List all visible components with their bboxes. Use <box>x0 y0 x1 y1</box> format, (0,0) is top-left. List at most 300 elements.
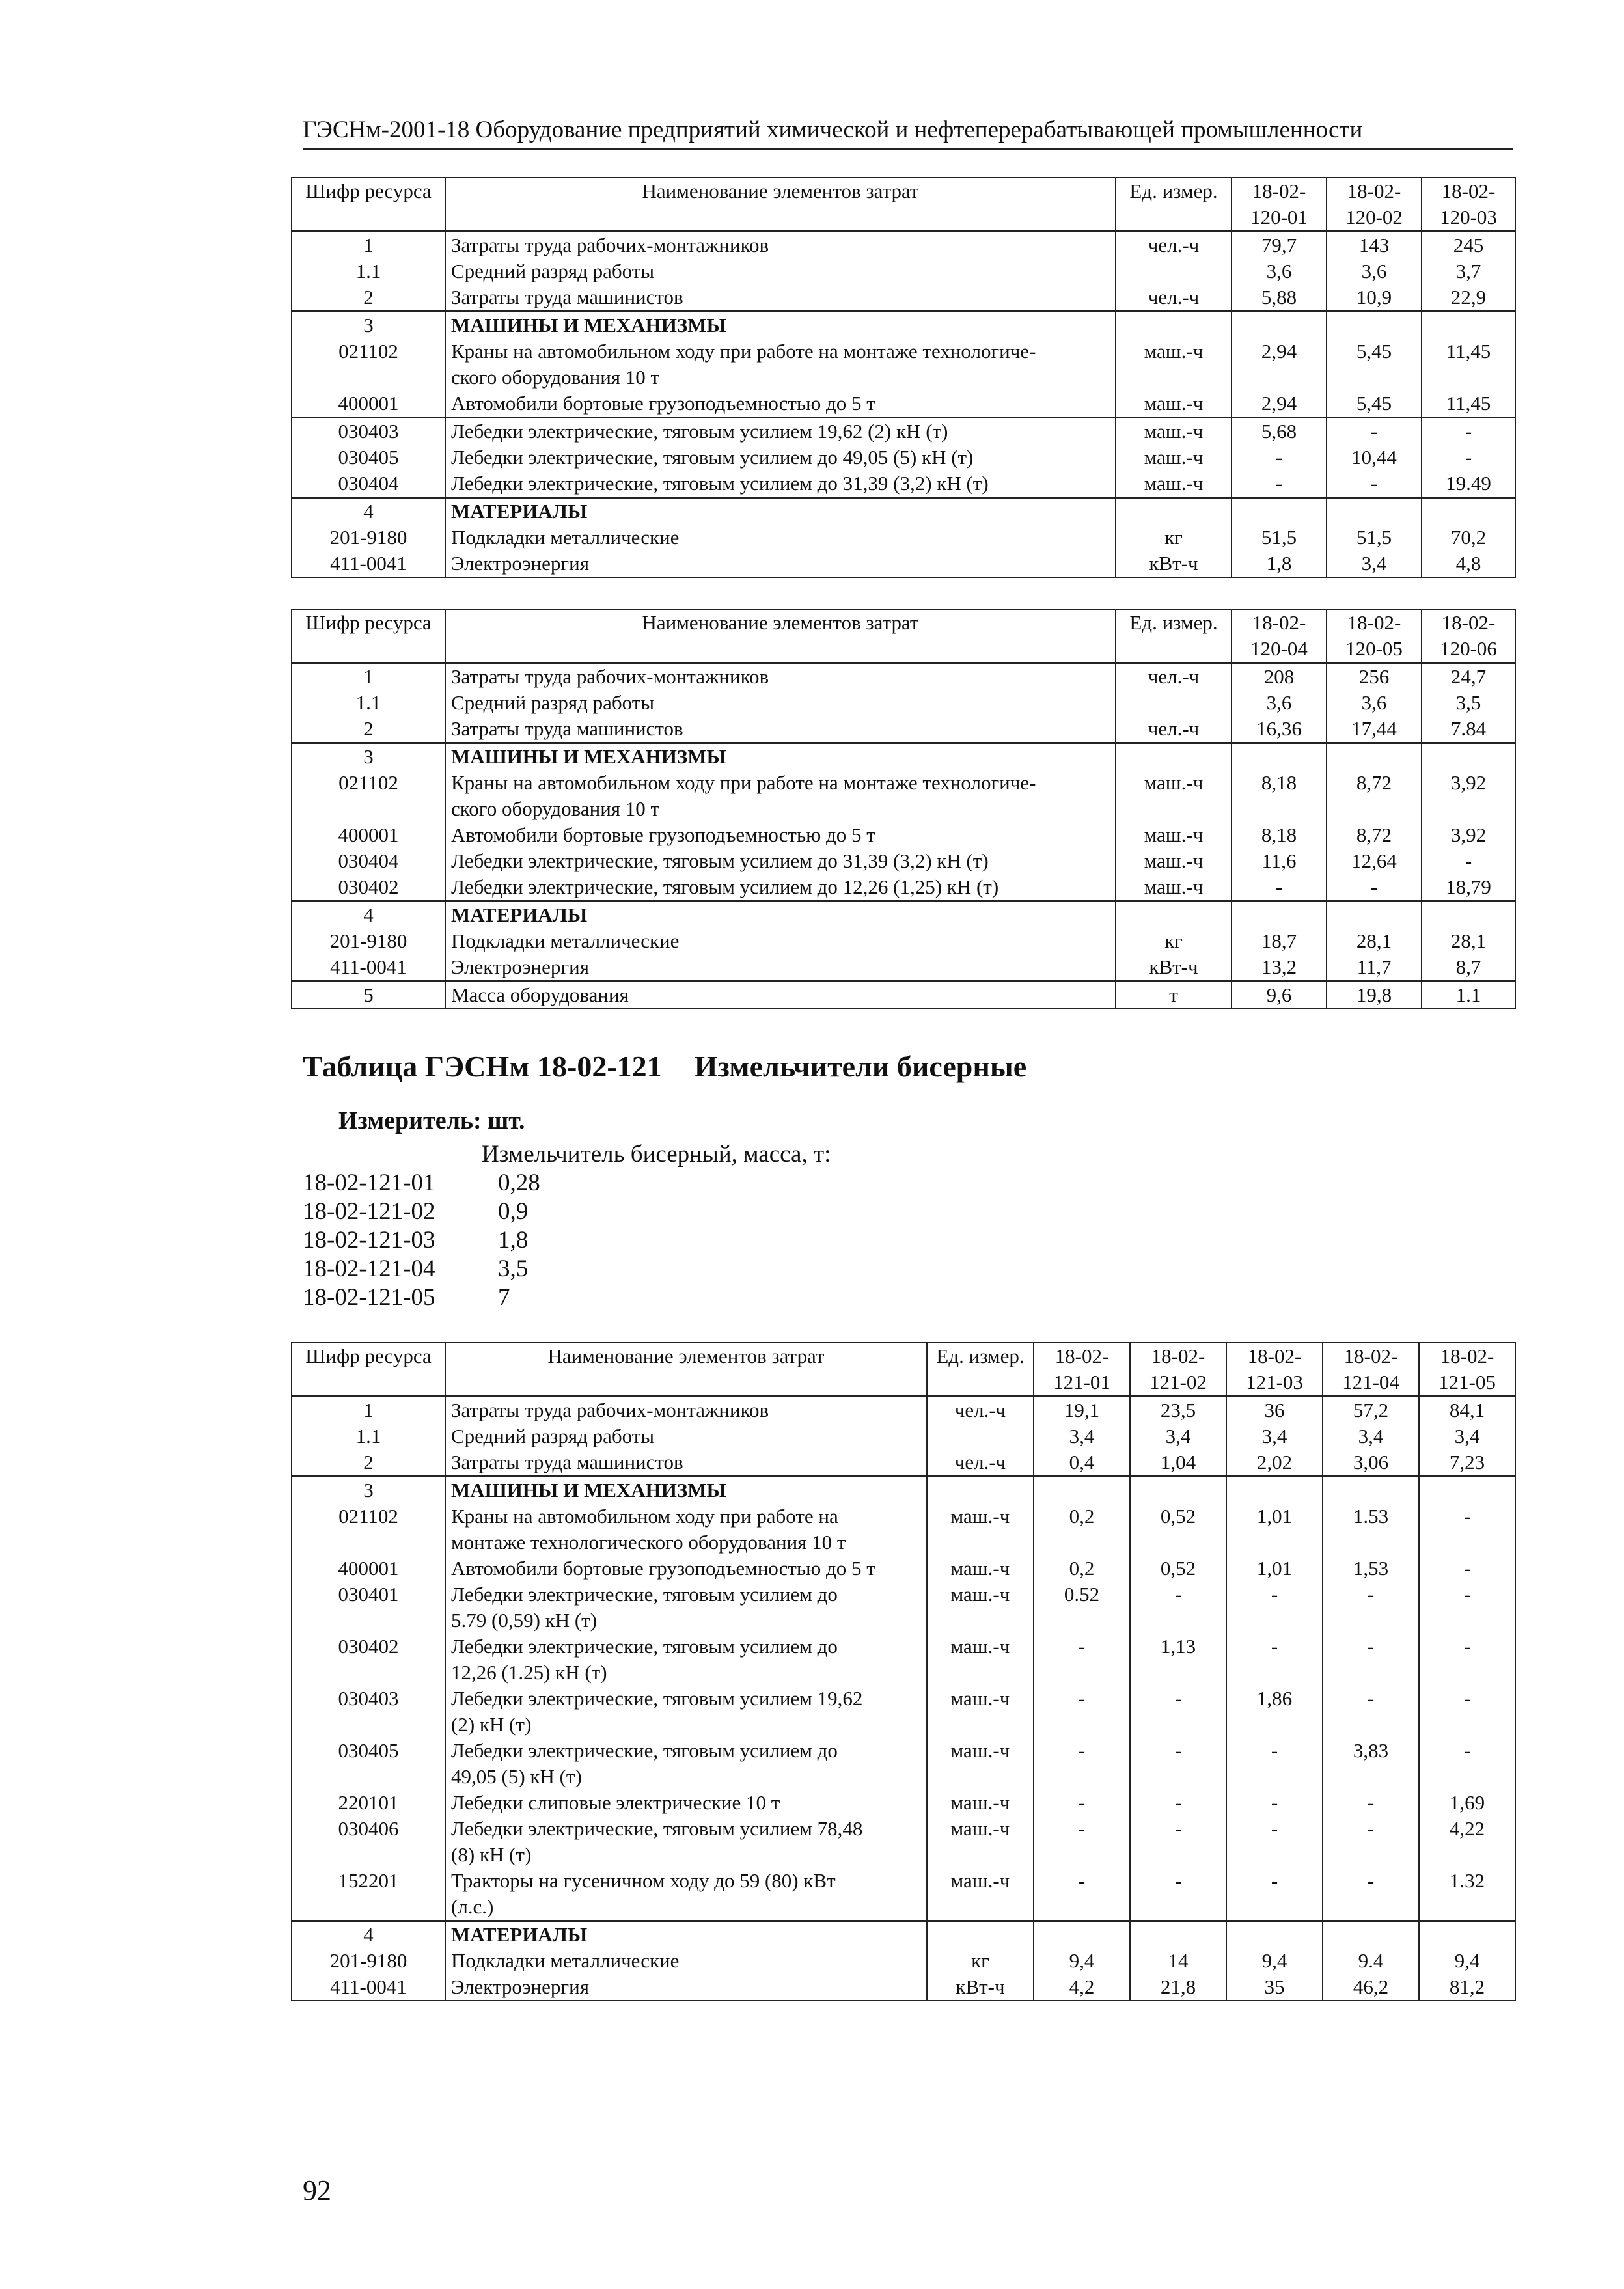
resource-value: 3,83 <box>1323 1738 1419 1790</box>
resource-code: 201-9180 <box>292 928 445 954</box>
resource-name: Лебедки электрические, тяговым усилием до 49,05 (5) кН (т) <box>445 1738 927 1790</box>
table-row <box>292 1686 1515 1738</box>
resource-name: МАШИНЫ И МЕХАНИЗМЫ <box>445 312 1116 339</box>
resource-name: Лебедки электрические, тяговым усилием до 31,39 (3,2) кН (т) <box>445 848 1116 874</box>
resource-value: 9.4 <box>1323 1948 1419 1974</box>
resource-value: - <box>1034 1634 1130 1686</box>
resource-unit <box>1116 258 1232 284</box>
resource-value: - <box>1422 445 1515 471</box>
header-name: Наименование элементов затрат <box>445 1343 927 1397</box>
spec-row <box>303 1198 540 1226</box>
resource-value: - <box>1226 1790 1323 1816</box>
resource-value: 9,4 <box>1034 1948 1130 1974</box>
resource-code: 152201 <box>292 1868 445 1921</box>
resource-name: Краны на автомобильном ходу при работе на монтаже технологиче- ского оборудования 10 т <box>445 338 1116 391</box>
resource-name: МАТЕРИАЛЫ <box>445 901 1116 929</box>
header-unit: Ед. измер. <box>1116 609 1232 663</box>
resource-value <box>1232 498 1327 525</box>
resource-value: 0,2 <box>1034 1556 1130 1582</box>
resource-value: 0,4 <box>1034 1449 1130 1477</box>
resource-value: 3,6 <box>1327 690 1422 716</box>
resource-unit: маш.-ч <box>927 1686 1034 1738</box>
resource-value: 1.1 <box>1422 981 1515 1009</box>
resource-value: 1,01 <box>1226 1556 1323 1582</box>
resource-name: Средний разряд работы <box>445 1423 927 1449</box>
resource-value <box>1232 901 1327 929</box>
resource-name: Краны на автомобильном ходу при работе на монтаже технологического оборудования 10 т <box>445 1503 927 1556</box>
resource-value <box>1422 901 1515 929</box>
table-row <box>292 1868 1515 1921</box>
resource-code: 400001 <box>292 822 445 848</box>
header-code: Шифр ресурса <box>292 178 445 232</box>
resource-value: - <box>1226 1738 1323 1790</box>
resource-code: 1.1 <box>292 1423 445 1449</box>
resource-value: 84,1 <box>1419 1397 1515 1424</box>
resource-value: 8,18 <box>1232 822 1327 848</box>
resource-value: 19,1 <box>1034 1397 1130 1424</box>
resource-unit: кВт-ч <box>927 1974 1034 2001</box>
resource-table-121 <box>291 1342 1516 2001</box>
resource-unit: чел.-ч <box>927 1449 1034 1477</box>
resource-code: 030405 <box>292 1738 445 1790</box>
table-row <box>292 258 1515 284</box>
table-row <box>292 663 1515 691</box>
resource-value: 0,52 <box>1130 1503 1226 1556</box>
resource-value: 7.84 <box>1422 716 1515 743</box>
table-row <box>292 1738 1515 1790</box>
resource-value: - <box>1130 1790 1226 1816</box>
resource-value: 81,2 <box>1419 1974 1515 2001</box>
resource-code: 030406 <box>292 1816 445 1868</box>
resource-value: 9,4 <box>1419 1948 1515 1974</box>
resource-value: - <box>1323 1634 1419 1686</box>
spec-value: 7 <box>498 1284 510 1311</box>
resource-name: МАШИНЫ И МЕХАНИЗМЫ <box>445 1477 927 1504</box>
table-row <box>292 743 1515 771</box>
resource-code: 5 <box>292 981 445 1009</box>
header-norm-code: 18-02- 120-05 <box>1327 609 1422 663</box>
resource-name: Автомобили бортовые грузоподъемностью до 5 т <box>445 1556 927 1582</box>
resource-value: 0.52 <box>1034 1582 1130 1634</box>
resource-value: 3,4 <box>1327 551 1422 577</box>
resource-value <box>1130 1477 1226 1504</box>
resource-value <box>1327 743 1422 771</box>
resource-value: - <box>1226 1582 1323 1634</box>
resource-code: 030404 <box>292 848 445 874</box>
resource-value: 23,5 <box>1130 1397 1226 1424</box>
resource-table-120-04-06 <box>291 609 1516 1009</box>
spec-code: 18-02-121-05 <box>303 1284 435 1311</box>
spec-code: 18-02-121-02 <box>303 1198 435 1225</box>
header-norm-code: 18-02- 121-04 <box>1323 1343 1419 1397</box>
resource-value: 9,6 <box>1232 981 1327 1009</box>
resource-value: 1,13 <box>1130 1634 1226 1686</box>
table-row <box>292 1449 1515 1477</box>
resource-value: - <box>1226 1868 1323 1921</box>
table-row <box>292 1974 1515 2001</box>
header-name: Наименование элементов затрат <box>445 609 1116 663</box>
resource-value: - <box>1419 1582 1515 1634</box>
resource-name: Лебедки электрические, тяговым усилием до 5.79 (0,59) кН (т) <box>445 1582 927 1634</box>
resource-name: Лебедки электрические, тяговым усилием 78,48 (8) кН (т) <box>445 1816 927 1868</box>
resource-value: 5,88 <box>1232 284 1327 312</box>
resource-name: МАШИНЫ И МЕХАНИЗМЫ <box>445 743 1116 771</box>
resource-value: - <box>1422 848 1515 874</box>
resource-value: 11,7 <box>1327 954 1422 981</box>
resource-unit: маш.-ч <box>1116 418 1232 445</box>
resource-code: 3 <box>292 312 445 339</box>
resource-unit: кг <box>1116 928 1232 954</box>
resource-value: 46,2 <box>1323 1974 1419 2001</box>
resource-value: 2,02 <box>1226 1449 1323 1477</box>
resource-code: 201-9180 <box>292 525 445 551</box>
resource-name: Затраты труда рабочих-монтажников <box>445 232 1116 259</box>
resource-name: МАТЕРИАЛЫ <box>445 498 1116 525</box>
resource-code: 3 <box>292 743 445 771</box>
resource-value: 3,92 <box>1422 770 1515 822</box>
spec-value: 0,9 <box>498 1198 529 1225</box>
table-row <box>292 551 1515 577</box>
resource-unit: кВт-ч <box>1116 551 1232 577</box>
resource-value: 1,69 <box>1419 1790 1515 1816</box>
table-row <box>292 1582 1515 1634</box>
resource-value: 8,72 <box>1327 822 1422 848</box>
header-norm-code: 18-02- 120-01 <box>1232 178 1327 232</box>
resource-value: 3,4 <box>1226 1423 1323 1449</box>
table-row <box>292 338 1515 391</box>
resource-unit: маш.-ч <box>1116 874 1232 901</box>
resource-value: 7,23 <box>1419 1449 1515 1477</box>
resource-value: - <box>1323 1868 1419 1921</box>
resource-unit: маш.-ч <box>1116 848 1232 874</box>
resource-code: 4 <box>292 901 445 929</box>
resource-value: 3,6 <box>1232 258 1327 284</box>
resource-unit <box>1116 901 1232 929</box>
resource-code: 030405 <box>292 445 445 471</box>
resource-value: - <box>1419 1634 1515 1686</box>
resource-value: - <box>1419 1738 1515 1790</box>
table-row <box>292 391 1515 418</box>
resource-value: 11,45 <box>1422 391 1515 418</box>
resource-code: 030403 <box>292 418 445 445</box>
resource-name: Краны на автомобильном ходу при работе на монтаже технологиче- ского оборудования 10 т <box>445 770 1116 822</box>
resource-value: 3,6 <box>1232 690 1327 716</box>
resource-value <box>1232 312 1327 339</box>
resource-unit: маш.-ч <box>1116 391 1232 418</box>
resource-name: Лебедки электрические, тяговым усилием до 49,05 (5) кН (т) <box>445 445 1116 471</box>
resource-value: 16,36 <box>1232 716 1327 743</box>
header-name: Наименование элементов затрат <box>445 178 1116 232</box>
resource-code: 4 <box>292 1921 445 1949</box>
resource-value: 1,53 <box>1323 1556 1419 1582</box>
resource-value: 3,4 <box>1323 1423 1419 1449</box>
resource-value: - <box>1034 1868 1130 1921</box>
resource-code: 030403 <box>292 1686 445 1738</box>
resource-code: 220101 <box>292 1790 445 1816</box>
resource-unit <box>927 1921 1034 1949</box>
spec-value: 0,28 <box>498 1170 540 1196</box>
resource-code: 1 <box>292 1397 445 1424</box>
resource-name: Электроэнергия <box>445 1974 927 2001</box>
spec-row <box>303 1283 540 1312</box>
resource-code: 411-0041 <box>292 1974 445 2001</box>
resource-code: 1.1 <box>292 258 445 284</box>
resource-unit: маш.-ч <box>927 1868 1034 1921</box>
resource-value: 22,9 <box>1422 284 1515 312</box>
resource-value: 19.49 <box>1422 471 1515 498</box>
spec-heading: Измельчитель бисерный, масса, т: <box>482 1141 831 1168</box>
resource-code: 411-0041 <box>292 954 445 981</box>
resource-value: 79,7 <box>1232 232 1327 259</box>
header-norm-code: 18-02- 121-05 <box>1419 1343 1515 1397</box>
resource-name: Подкладки металлические <box>445 525 1116 551</box>
resource-value <box>1034 1477 1130 1504</box>
resource-value <box>1422 743 1515 771</box>
resource-value: 1.32 <box>1419 1868 1515 1921</box>
resource-name: Лебедки электрические, тяговым усилием до 12,26 (1.25) кН (т) <box>445 1634 927 1686</box>
resource-name: Затраты труда машинистов <box>445 716 1116 743</box>
resource-value: 24,7 <box>1422 663 1515 691</box>
resource-unit: маш.-ч <box>927 1582 1034 1634</box>
resource-table-120-01-03 <box>291 177 1516 578</box>
resource-value: 28,1 <box>1422 928 1515 954</box>
table-row <box>292 471 1515 498</box>
resource-value: - <box>1226 1816 1323 1868</box>
header-norm-code: 18-02- 120-02 <box>1327 178 1422 232</box>
table-row <box>292 1948 1515 1974</box>
resource-name: Тракторы на гусеничном ходу до 59 (80) кВт (л.с.) <box>445 1868 927 1921</box>
resource-name: Подкладки металлические <box>445 1948 927 1974</box>
resource-value <box>1422 312 1515 339</box>
resource-value: 51,5 <box>1327 525 1422 551</box>
table-row <box>292 690 1515 716</box>
resource-value: - <box>1323 1790 1419 1816</box>
resource-name: Автомобили бортовые грузоподъемностью до 5 т <box>445 391 1116 418</box>
resource-unit: чел.-ч <box>1116 284 1232 312</box>
spec-row <box>303 1255 540 1283</box>
header-norm-code: 18-02- 120-04 <box>1232 609 1327 663</box>
spec-code: 18-02-121-01 <box>303 1170 435 1196</box>
resource-value: - <box>1034 1738 1130 1790</box>
resource-code: 030402 <box>292 874 445 901</box>
resource-value: 5,45 <box>1327 391 1422 418</box>
resource-value: 3,7 <box>1422 258 1515 284</box>
resource-value: 3,4 <box>1130 1423 1226 1449</box>
resource-value: 0,52 <box>1130 1556 1226 1582</box>
measure-unit: Измеритель: шт. <box>338 1107 525 1134</box>
resource-value <box>1232 743 1327 771</box>
header-norm-code: 18-02- 121-02 <box>1130 1343 1226 1397</box>
resource-name: Электроэнергия <box>445 954 1116 981</box>
resource-value: 8,72 <box>1327 770 1422 822</box>
resource-value: 4,2 <box>1034 1974 1130 2001</box>
resource-value: - <box>1130 1868 1226 1921</box>
resource-value <box>1419 1477 1515 1504</box>
resource-value: - <box>1323 1816 1419 1868</box>
resource-value <box>1323 1477 1419 1504</box>
table-row <box>292 445 1515 471</box>
resource-code: 030402 <box>292 1634 445 1686</box>
resource-value <box>1226 1477 1323 1504</box>
resource-value: - <box>1419 1503 1515 1556</box>
spec-value: 3,5 <box>498 1255 529 1282</box>
resource-value: 21,8 <box>1130 1974 1226 2001</box>
spec-code: 18-02-121-04 <box>303 1255 435 1282</box>
resource-unit: маш.-ч <box>927 1790 1034 1816</box>
resource-unit <box>1116 312 1232 339</box>
header-unit: Ед. измер. <box>1116 178 1232 232</box>
header-norm-code: 18-02- 120-06 <box>1422 609 1515 663</box>
resource-value: - <box>1232 874 1327 901</box>
resource-unit <box>1116 690 1232 716</box>
resource-value: 12,64 <box>1327 848 1422 874</box>
resource-value: 3,5 <box>1422 690 1515 716</box>
resource-code: 400001 <box>292 391 445 418</box>
resource-value: 2,94 <box>1232 391 1327 418</box>
resource-value: 1,01 <box>1226 1503 1323 1556</box>
resource-unit: чел.-ч <box>1116 232 1232 259</box>
resource-value: - <box>1327 874 1422 901</box>
table-row <box>292 1503 1515 1556</box>
resource-code: 030404 <box>292 471 445 498</box>
resource-value: 245 <box>1422 232 1515 259</box>
header-norm-code: 18-02- 121-01 <box>1034 1343 1130 1397</box>
spec-row <box>303 1169 540 1198</box>
resource-name: Лебедки электрические, тяговым усилием до 12,26 (1,25) кН (т) <box>445 874 1116 901</box>
table-row <box>292 1816 1515 1868</box>
resource-value: 1.53 <box>1323 1503 1419 1556</box>
resource-value: 57,2 <box>1323 1397 1419 1424</box>
resource-code: 021102 <box>292 338 445 391</box>
resource-value: 1,04 <box>1130 1449 1226 1477</box>
resource-unit: чел.-ч <box>1116 663 1232 691</box>
resource-value: 51,5 <box>1232 525 1327 551</box>
resource-value: - <box>1130 1582 1226 1634</box>
resource-value: 36 <box>1226 1397 1323 1424</box>
header-code: Шифр ресурса <box>292 1343 445 1397</box>
table-row <box>292 1790 1515 1816</box>
resource-value: 143 <box>1327 232 1422 259</box>
spec-row <box>303 1226 540 1255</box>
resource-code: 1 <box>292 663 445 691</box>
resource-unit: чел.-ч <box>1116 716 1232 743</box>
resource-value <box>1327 312 1422 339</box>
resource-name: Подкладки металлические <box>445 928 1116 954</box>
table-row <box>292 822 1515 848</box>
resource-code: 2 <box>292 1449 445 1477</box>
resource-unit: маш.-ч <box>1116 471 1232 498</box>
table-row <box>292 1634 1515 1686</box>
resource-value: 18,7 <box>1232 928 1327 954</box>
resource-unit: чел.-ч <box>927 1397 1034 1424</box>
resource-unit <box>1116 498 1232 525</box>
resource-value: - <box>1034 1790 1130 1816</box>
resource-value: 10,9 <box>1327 284 1422 312</box>
header-code: Шифр ресурса <box>292 609 445 663</box>
table-row <box>292 901 1515 929</box>
resource-code: 411-0041 <box>292 551 445 577</box>
spec-list <box>303 1169 540 1312</box>
resource-unit: маш.-ч <box>927 1503 1034 1556</box>
page-number: 92 <box>303 2174 331 2206</box>
resource-value: - <box>1034 1686 1130 1738</box>
resource-value: 35 <box>1226 1974 1323 2001</box>
resource-name: Средний разряд работы <box>445 258 1116 284</box>
resource-value: 208 <box>1232 663 1327 691</box>
resource-name: Автомобили бортовые грузоподъемностью до 5 т <box>445 822 1116 848</box>
table-row <box>292 498 1515 525</box>
table-row <box>292 1423 1515 1449</box>
resource-value: 19,8 <box>1327 981 1422 1009</box>
resource-value: 18,79 <box>1422 874 1515 901</box>
resource-value: 3,4 <box>1034 1423 1130 1449</box>
resource-unit <box>1116 743 1232 771</box>
resource-value: 256 <box>1327 663 1422 691</box>
header-norm-code: 18-02- 121-03 <box>1226 1343 1323 1397</box>
resource-value <box>1226 1921 1323 1949</box>
resource-name: Лебедки электрические, тяговым усилием 19,62 (2) кН (т) <box>445 1686 927 1738</box>
resource-code: 021102 <box>292 770 445 822</box>
resource-code: 021102 <box>292 1503 445 1556</box>
resource-value: - <box>1419 1686 1515 1738</box>
resource-value: 3,06 <box>1323 1449 1419 1477</box>
resource-value: 8,18 <box>1232 770 1327 822</box>
resource-name: Лебедки электрические, тяговым усилием до 31,39 (3,2) кН (т) <box>445 471 1116 498</box>
resource-value <box>1422 498 1515 525</box>
header-unit: Ед. измер. <box>927 1343 1034 1397</box>
resource-value <box>1323 1921 1419 1949</box>
resource-code: 2 <box>292 284 445 312</box>
table-title <box>303 1049 1026 1084</box>
resource-code: 4 <box>292 498 445 525</box>
resource-unit: маш.-ч <box>927 1816 1034 1868</box>
resource-value: 5,68 <box>1232 418 1327 445</box>
resource-value: - <box>1130 1738 1226 1790</box>
spec-code: 18-02-121-03 <box>303 1227 435 1254</box>
resource-value: - <box>1034 1816 1130 1868</box>
resource-name: Масса оборудования <box>445 981 1116 1009</box>
table-row <box>292 312 1515 339</box>
resource-value: 4,22 <box>1419 1816 1515 1868</box>
header-norm-code: 18-02- 120-03 <box>1422 178 1515 232</box>
spec-value: 1,8 <box>498 1227 529 1254</box>
resource-value: 4,8 <box>1422 551 1515 577</box>
resource-unit: кг <box>1116 525 1232 551</box>
resource-unit <box>927 1477 1034 1504</box>
resource-code: 030401 <box>292 1582 445 1634</box>
resource-name: Затраты труда рабочих-монтажников <box>445 1397 927 1424</box>
table-row <box>292 848 1515 874</box>
resource-value: - <box>1323 1686 1419 1738</box>
resource-value: 5,45 <box>1327 338 1422 391</box>
resource-unit: маш.-ч <box>1116 445 1232 471</box>
resource-value: - <box>1419 1556 1515 1582</box>
resource-value: 0,2 <box>1034 1503 1130 1556</box>
table-row <box>292 418 1515 445</box>
resource-value <box>1327 498 1422 525</box>
resource-value <box>1034 1921 1130 1949</box>
resource-value: 17,44 <box>1327 716 1422 743</box>
table-row <box>292 954 1515 981</box>
resource-value: 3,92 <box>1422 822 1515 848</box>
resource-value: 70,2 <box>1422 525 1515 551</box>
resource-unit: т <box>1116 981 1232 1009</box>
table-row <box>292 232 1515 259</box>
resource-name: Лебедки электрические, тяговым усилием 19,62 (2) кН (т) <box>445 418 1116 445</box>
resource-value: - <box>1232 471 1327 498</box>
resource-unit: маш.-ч <box>927 1556 1034 1582</box>
resource-unit <box>927 1423 1034 1449</box>
